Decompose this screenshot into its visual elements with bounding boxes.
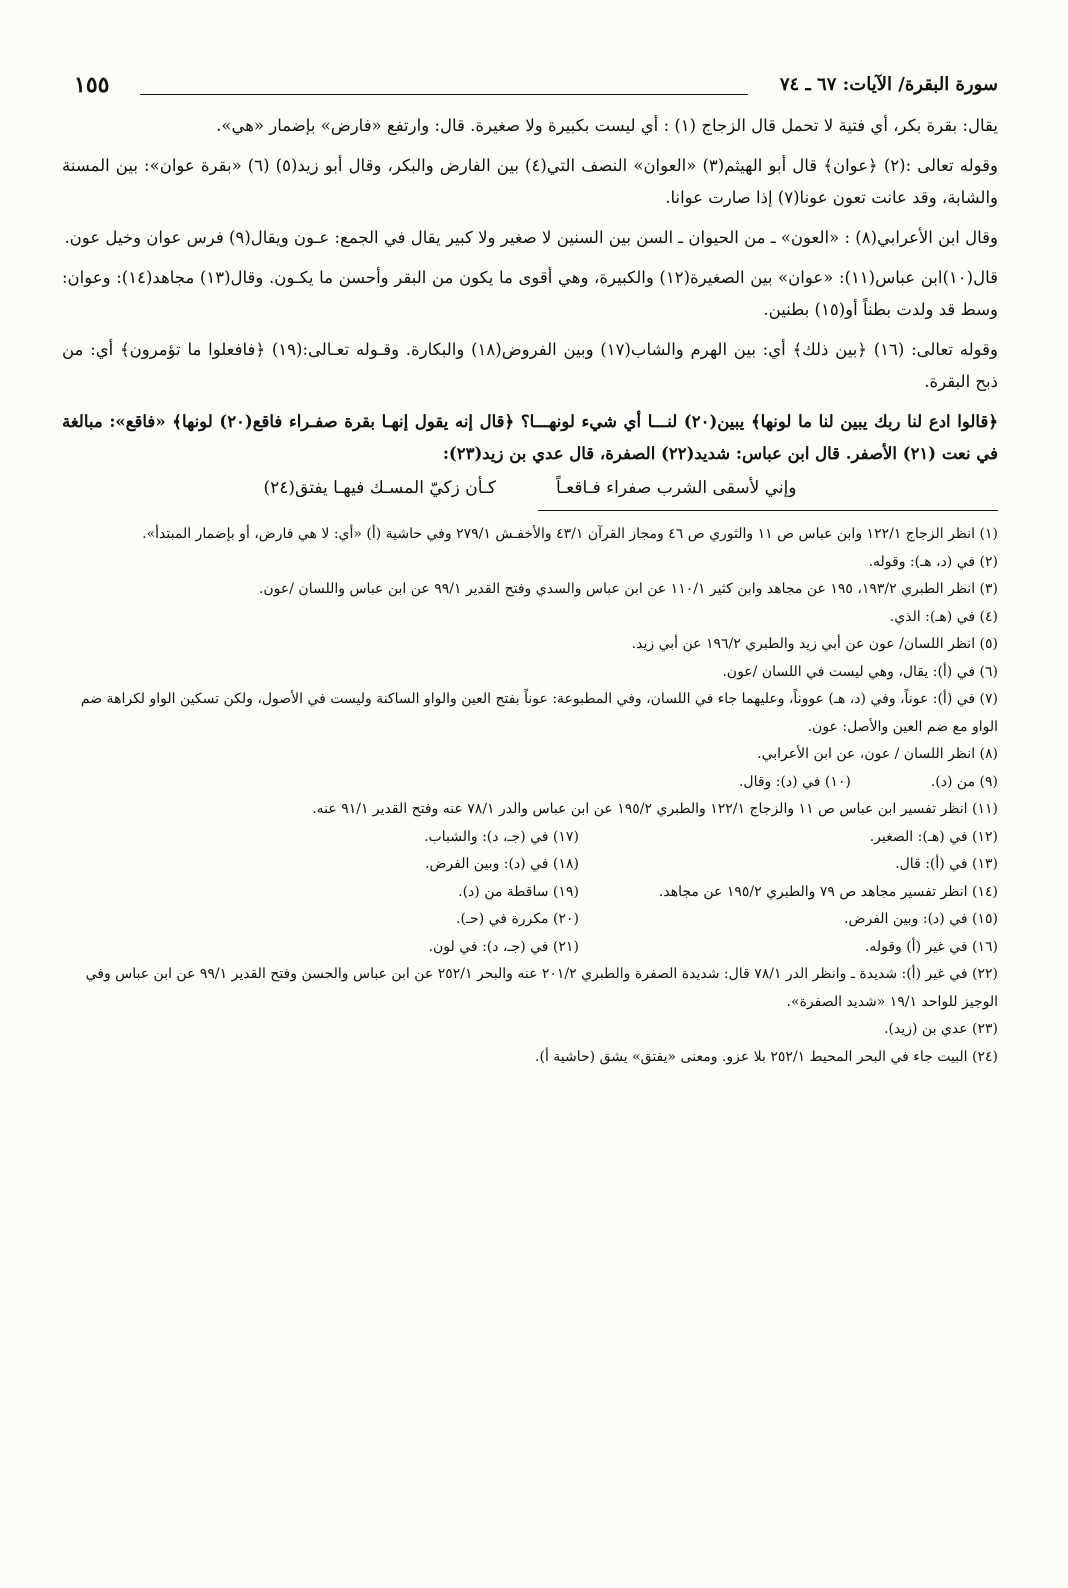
- paragraph: وقوله تعالى: (١٦) ﴿بين ذلك﴾ أي: بين الهرم والشاب(١٧) وبين الفروض(١٨) والبكارة. وقـوله تعـالى:(١٩) ﴿فافعلوا ما تؤمرون﴾ أي: من ذبح البقرة.: [62, 340, 998, 391]
- footnote: (٩) من (د).: [930, 773, 998, 790]
- footnote: (١٢) في (هـ): الصغير.: [869, 828, 998, 845]
- footnote: (١) انظر الزجاج ١٢٢/١ وابن عباس ص ١١ والثوري ص ٤٦ ومجاز القرآن ٤٣/١ والأخفـش ٢٧٩/١ وفي حاشية (أ) «أي: لا هي فارض، أو بإضمار المبتدأ».: [142, 526, 998, 542]
- footnote-columns: [62, 824, 998, 962]
- footnote: (٦) في (أ): يقال، وهي ليست في اللسان /عون.: [722, 663, 998, 680]
- footnote: (١٣) في (أ): قال.: [895, 856, 998, 872]
- footnote: (٢٣) عدي بن (زيد).: [884, 1021, 998, 1037]
- poem-verse: [62, 478, 998, 498]
- footnote: (٧) في (أ): عوناً، وفي (د، هـ) عووناً، وعليهما جاء في اللسان، وفي المطبوعة: عوناً بفتح العين والواو الساكنة وليست في الأصول، ولكن تسكين الواو لكراهة ضم الواو مع ضم العين والأصل: عون.: [80, 691, 998, 735]
- footnote: (٢١) في (جـ، د): في لون.: [428, 938, 579, 955]
- paragraph: وقال ابن الأعرابي(٨) : «العون» ـ من الحيوان ـ السن بين السنين لا صغير ولا كبير يقال في الجمع: عـون ويقال(٩) فرس عوان وخيل عون.: [64, 228, 998, 247]
- footnote: (٨) انظر اللسان / عون، عن ابن الأعرابي.: [757, 746, 998, 762]
- footnote: (١٨) في (د): وبين الفرض.: [425, 856, 579, 872]
- footnotes: [62, 521, 998, 1071]
- page-header: [62, 62, 998, 110]
- footnote-separator: [538, 510, 998, 511]
- paragraph: يقال: بقرة بكر، أي فتية لا تحمل قال الزجاج (١) : أي ليست بكبيرة ولا صغيرة. قال: وارتفع «فارض» بإضمار «هي».: [216, 116, 998, 135]
- footnote: (١٠) في (د): وقال.: [738, 773, 851, 790]
- footnote-column-left: [62, 824, 659, 962]
- paragraph: وقوله تعالى :(٢) ﴿عوان﴾ قال أبو الهيثم(٣) «العوان» النصف التي(٤) بين الفارض والبكر، وقال أبو زيد(٥) (٦) «بقرة عوان»: بين المسنة والشابة، وقد عانت تعون عونا(٧) إذا صارت عوانا.: [62, 156, 998, 207]
- footnote: (٥) انظر اللسان/ عون عن أبي زيد والطبري ١٩٦/٢ عن أبي زيد.: [631, 636, 998, 652]
- footnote: (٢٢) في غير (أ): شديدة ـ وانظر الدر ٧٨/١ قال: شديدة الصفرة والطبري ٢٠١/٢ عنه والبحر ٢٥٢/١ عن ابن عباس والحسن وفتح القدير ٩٩/١ عن ابن عباس وفي الوجيز للواحد ١٩/١ «شديد الصفرة».: [85, 966, 998, 1010]
- footnote: (٢٤) البيت جاء في البحر المحيط ٢٥٢/١ بلا عزو. ومعنى «يفتق» يشق (حاشية أ).: [535, 1048, 998, 1065]
- footnote: (٤) في (هـ): الذي.: [889, 608, 998, 625]
- running-title: سورة البقرة/ الآيات: ٦٧ ـ ٧٤: [779, 74, 998, 95]
- paragraph: قال(١٠)ابن عباس(١١): «عوان» بين الصغيرة(١٢) والكبيرة، وهي أقوى ما يكون من البقر وأحسن ما يكـون. وقال(١٣) مجاهد(١٤): وعوان: وسط قد ولدت بطناً أو(١٥) بطنين.: [62, 268, 998, 319]
- footnote: (١٤) انظر تفسير مجاهد ص ٧٩ والطبري ١٩٥/٢ عن مجاهد.: [658, 883, 998, 900]
- paragraph: ﴿قالوا ادع لنا ربك يبين لنا ما لونها﴾ يبين(٢٠) لنـــا أي شيء لونهـــا؟ ﴿قال إنه يقول إنهـا بقرة صفـراء فاقع(٢٠) لونها﴾ «فاقع»: مبالغة في نعت (٢١) الأصفر. قال ابن عباس: شديد(٢٢) الصفرة، قال عدي بن زيد(٢٣):: [62, 412, 999, 463]
- poem-hemistich-2: كـأن زكيّ المسـك فيهـا يفتق(٢٤): [263, 478, 496, 498]
- footnote-column-right: [659, 824, 998, 962]
- header-rule: [140, 94, 748, 95]
- footnote: (٢) في (د، هـ): وقوله.: [868, 553, 998, 570]
- footnote: (١١) انظر تفسير ابن عباس ص ١١ والزجاج ١٢٢/١ والطبري ١٩٥/٢ عن ابن عباس والدر ٧٨/١ عنه وفتح القدير ٩١/١ عنه.: [312, 801, 998, 817]
- poem-hemistich-1: وإني لأسقى الشرب صفراء فـاقعـاً: [555, 478, 797, 498]
- page-number: ١٥٥: [74, 72, 110, 98]
- main-text: [62, 110, 998, 470]
- footnote: (١٦) في غير (أ) وقوله.: [864, 938, 998, 955]
- footnote: (١٧) في (جـ، د): والشباب.: [424, 828, 579, 845]
- footnote: (١٥) في (د): وبين الفرض.: [844, 911, 998, 927]
- footnote: (١٩) ساقطة من (د).: [458, 883, 579, 900]
- footnote-pair: [62, 769, 998, 797]
- footnote: (٢٠) مكررة في (حـ).: [456, 911, 579, 927]
- footnote: (٣) انظر الطبري ١٩٣/٢، ١٩٥ عن مجاهد وابن كثير ١١٠/١ عن ابن عباس والسدي وفتح القدير ٩٩/١ عن ابن عباس واللسان /عون.: [258, 581, 998, 597]
